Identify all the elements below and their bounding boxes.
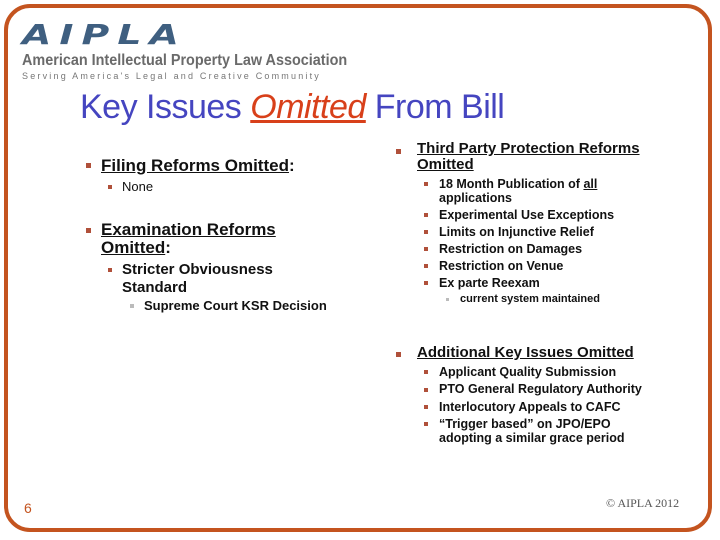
title-part: Key Issues — [80, 88, 251, 126]
bullet-icon — [424, 213, 428, 217]
bullet-icon — [446, 298, 449, 301]
copyright: © AIPLA 2012 — [606, 496, 680, 510]
bullet-icon — [424, 230, 428, 234]
third-party-heading: Third Party Protection Reforms Omitted — [417, 140, 640, 173]
list-item: Interlocutory Appeals to CAFC — [439, 400, 621, 414]
list-item: PTO General Regulatory Authority — [439, 382, 642, 396]
bullet-icon — [424, 182, 428, 186]
bullet-icon — [396, 149, 401, 154]
list-item: Stricter Obviousness Standard — [122, 261, 273, 296]
list-item: 18 Month Publication of all applications — [439, 177, 598, 205]
list-item: None — [122, 179, 154, 194]
bullet-icon — [424, 422, 428, 426]
title-part: From Bill — [365, 88, 505, 126]
bullet-icon — [424, 281, 428, 285]
list-item: Limits on Injunctive Relief — [439, 225, 594, 239]
bullet-icon — [424, 247, 428, 251]
bullet-icon — [396, 352, 401, 357]
additional-heading: Additional Key Issues Omitted — [417, 344, 634, 361]
list-item: Experimental Use Exceptions — [439, 208, 615, 222]
filing-heading: Filing Reforms Omitted: — [101, 156, 295, 175]
page-number: 6 — [24, 500, 32, 516]
bullet-icon — [108, 185, 112, 189]
bullet-icon — [108, 268, 112, 272]
bullet-icon — [86, 228, 91, 233]
list-item: Restriction on Venue — [439, 259, 564, 273]
bullet-icon — [424, 264, 428, 268]
logo-mark: AIPLA — [22, 18, 187, 51]
bullet-icon — [130, 304, 134, 308]
list-item: current system maintained — [460, 293, 600, 305]
list-item: Restriction on Damages — [439, 242, 583, 256]
logo-tagline: Serving America's Legal and Creative Community — [22, 71, 322, 81]
slide-title — [80, 88, 504, 127]
list-item: Applicant Quality Submission — [439, 365, 617, 379]
list-item: “Trigger based” on JPO/EPO adopting a similar grace period — [439, 417, 625, 445]
exam-heading: Examination Reforms Omitted: — [101, 220, 276, 257]
logo-name: American Intellectual Property Law Association — [22, 52, 348, 69]
list-item: Ex parte Reexam — [439, 276, 540, 290]
aipla-logo — [22, 20, 383, 81]
bullet-icon — [424, 370, 428, 374]
bullet-icon — [424, 405, 428, 409]
bullet-icon — [424, 388, 428, 392]
list-item: Supreme Court KSR Decision — [144, 298, 327, 313]
title-emphasis: Omitted — [250, 88, 366, 126]
bullet-icon — [86, 163, 91, 168]
